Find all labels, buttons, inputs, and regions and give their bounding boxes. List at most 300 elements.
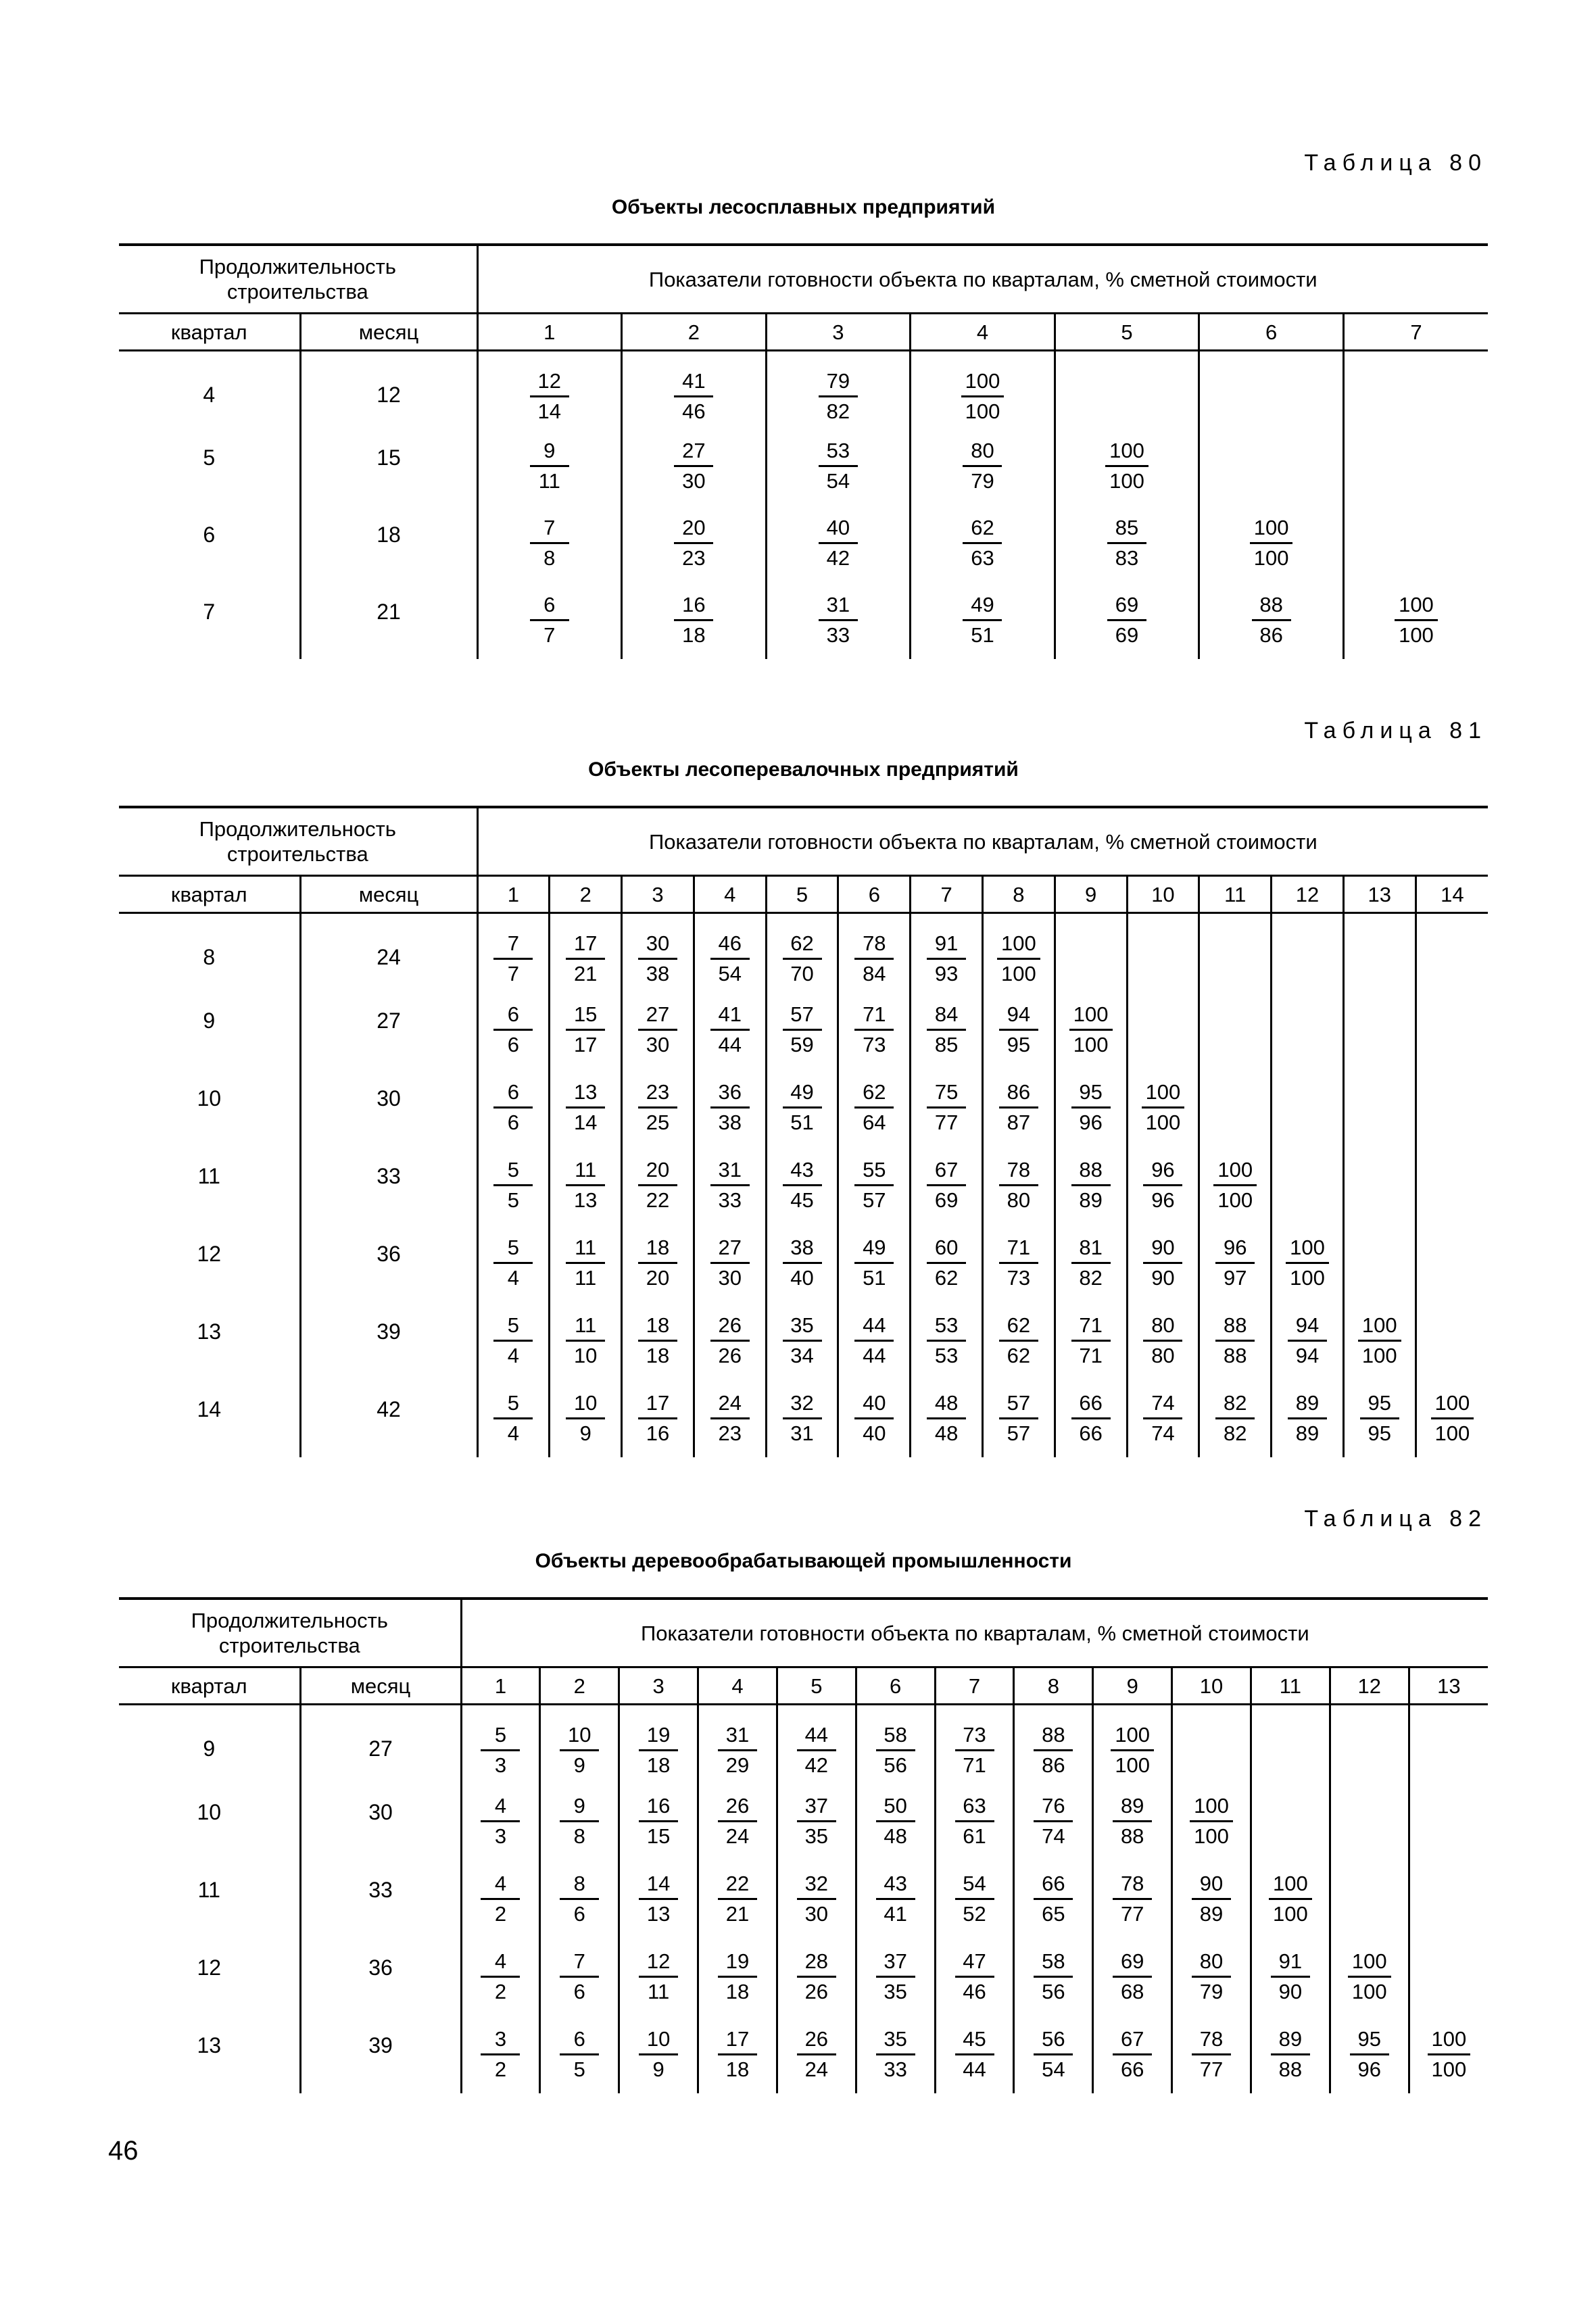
fraction-denominator: 70: [790, 962, 814, 986]
fraction: [999, 1000, 1038, 1059]
fraction-numerator: 4: [481, 1947, 520, 1978]
fraction-denominator: 74: [1042, 1824, 1065, 1848]
fraction-denominator: 51: [863, 1265, 886, 1290]
fraction-numerator: 41: [674, 367, 713, 397]
value-cell: [1416, 1302, 1488, 1380]
value-cell: [619, 1705, 698, 1782]
fraction-numerator: 20: [674, 514, 713, 544]
value-cell: [477, 1146, 550, 1224]
quarter-column-header: 6: [838, 876, 911, 913]
value-cell: [540, 1705, 619, 1782]
fraction-denominator: 51: [790, 1110, 814, 1134]
quarter-cell: 13: [197, 1319, 222, 1344]
fraction: [674, 437, 713, 495]
fraction-denominator: 69: [934, 1188, 959, 1212]
fraction: [955, 1792, 994, 1851]
fraction-denominator: 90: [1278, 1979, 1303, 2003]
month-cell: 21: [300, 582, 477, 659]
fraction: [1034, 1947, 1073, 2006]
fraction-numerator: 89: [1271, 2025, 1310, 2055]
fraction-denominator: 56: [884, 1753, 907, 1778]
value-cell: [777, 2016, 856, 2093]
fraction: [1358, 1311, 1401, 1370]
value-cell: [622, 582, 767, 659]
fraction: [999, 1078, 1038, 1137]
fraction-denominator: 2: [494, 2057, 507, 2081]
fraction-denominator: 29: [725, 1753, 750, 1778]
fraction-numerator: 4: [481, 1870, 520, 1900]
fraction-numerator: 35: [783, 1311, 822, 1342]
quarter-cell: 7: [203, 599, 216, 624]
fraction-numerator: 100: [1213, 1156, 1257, 1186]
table-row: [119, 505, 1488, 582]
fraction-numerator: 89: [1113, 1792, 1152, 1822]
fraction-numerator: 100: [1069, 1000, 1113, 1031]
fraction-numerator: 32: [783, 1389, 822, 1419]
value-cell: [622, 1224, 694, 1302]
fraction-numerator: 78: [1113, 1870, 1152, 1900]
value-cell: [766, 991, 838, 1069]
quarter-column-header: 10: [1172, 1667, 1251, 1705]
fraction: [710, 1389, 750, 1448]
fraction: [819, 591, 858, 650]
fraction-numerator: 56: [1034, 2025, 1073, 2055]
fraction-numerator: 44: [854, 1311, 894, 1342]
value-cell: [766, 913, 838, 991]
value-cell: [1409, 1860, 1488, 1938]
fraction-denominator: 85: [934, 1032, 959, 1056]
fraction-numerator: 5: [481, 1721, 520, 1751]
fraction: [927, 1311, 966, 1370]
value-cell: [1093, 2016, 1172, 2093]
value-cell: [694, 1302, 766, 1380]
fraction-numerator: 100: [1105, 437, 1148, 467]
fraction: [1431, 1389, 1474, 1448]
fraction-numerator: 94: [999, 1000, 1038, 1031]
fraction-numerator: 43: [783, 1156, 822, 1186]
fraction-denominator: 100: [1217, 1188, 1253, 1212]
value-cell: [1127, 991, 1199, 1069]
table-row: [119, 1146, 1488, 1224]
fraction: [560, 1721, 599, 1780]
fraction-numerator: 18: [638, 1311, 677, 1342]
fraction: [1269, 1870, 1312, 1928]
fraction-denominator: 4: [507, 1343, 520, 1367]
value-cell: [477, 1069, 550, 1146]
fraction-denominator: 88: [1223, 1343, 1247, 1367]
fraction-numerator: 49: [783, 1078, 822, 1108]
fraction-numerator: 49: [963, 591, 1002, 621]
value-cell: [1199, 582, 1344, 659]
fraction-denominator: 24: [725, 1824, 750, 1848]
fraction-denominator: 68: [1120, 1979, 1144, 2003]
value-cell: [935, 2016, 1014, 2093]
fraction-numerator: 40: [819, 514, 858, 544]
fraction-denominator: 88: [1278, 2057, 1303, 2081]
fraction-denominator: 71: [963, 1753, 986, 1778]
fraction-numerator: 48: [927, 1389, 966, 1419]
value-cell: [1330, 2016, 1409, 2093]
quarter-column-header: 1: [461, 1667, 540, 1705]
value-cell: [1343, 1302, 1416, 1380]
fraction-numerator: 37: [797, 1792, 836, 1822]
fraction: [639, 1947, 678, 2006]
fraction: [1143, 1311, 1182, 1370]
fraction-denominator: 18: [646, 1753, 671, 1778]
fraction: [783, 1311, 822, 1370]
fraction-numerator: 94: [1288, 1311, 1327, 1342]
value-cell: [694, 913, 766, 991]
fraction-denominator: 48: [884, 1824, 907, 1848]
fraction-denominator: 31: [790, 1421, 814, 1445]
fraction-denominator: 57: [1007, 1421, 1031, 1445]
fraction-numerator: 96: [1215, 1234, 1255, 1264]
value-cell: [1093, 1938, 1172, 2016]
fraction-denominator: 18: [725, 1979, 750, 2003]
fraction-denominator: 23: [718, 1421, 742, 1445]
fraction: [493, 1234, 533, 1292]
month-cell: 18: [300, 505, 477, 582]
value-cell: [1199, 1146, 1272, 1224]
fraction: [783, 1078, 822, 1137]
value-cell: [911, 582, 1055, 659]
fraction-denominator: 18: [725, 2057, 750, 2081]
fraction: [1143, 1389, 1182, 1448]
fraction: [955, 1721, 994, 1780]
fraction: [481, 2025, 520, 2084]
fraction-denominator: 10: [573, 1343, 598, 1367]
fraction-denominator: 56: [1042, 1979, 1065, 2003]
fraction-denominator: 57: [863, 1188, 886, 1212]
quarter-column-header: 1: [477, 876, 550, 913]
value-cell: [477, 351, 622, 428]
fraction: [560, 1870, 599, 1928]
fraction-numerator: 27: [710, 1234, 750, 1264]
fraction-denominator: 13: [573, 1188, 598, 1212]
fraction-denominator: 7: [507, 962, 520, 986]
fraction: [854, 1156, 894, 1215]
fraction-denominator: 100: [1115, 1753, 1151, 1778]
fraction: [1271, 2025, 1310, 2084]
fraction-denominator: 18: [682, 623, 706, 647]
fraction-numerator: 31: [819, 591, 858, 621]
value-cell: [1014, 1782, 1093, 1860]
value-cell: [1055, 991, 1127, 1069]
value-cell: [1272, 991, 1344, 1069]
fraction: [999, 1389, 1038, 1448]
fraction: [999, 1156, 1038, 1215]
fraction: [566, 1000, 605, 1059]
value-cell: [911, 428, 1055, 505]
value-cell: [698, 1860, 777, 1938]
fraction-numerator: 6: [530, 591, 569, 621]
quarter-column-header: 4: [698, 1667, 777, 1705]
fraction-denominator: 8: [543, 546, 556, 570]
fraction-numerator: 69: [1113, 1947, 1152, 1978]
fraction-numerator: 3: [481, 2025, 520, 2055]
fraction-numerator: 44: [797, 1721, 836, 1751]
fraction-numerator: 26: [797, 2025, 836, 2055]
value-cell: [982, 1224, 1055, 1302]
value-cell: [838, 1302, 911, 1380]
fraction: [481, 1947, 520, 2006]
fraction-numerator: 100: [1190, 1792, 1233, 1822]
fraction: [783, 1234, 822, 1292]
value-cell: [766, 505, 911, 582]
fraction-denominator: 89: [1079, 1188, 1103, 1212]
fraction-numerator: 12: [530, 367, 569, 397]
fraction-numerator: 17: [638, 1389, 677, 1419]
fraction-numerator: 88: [1252, 591, 1291, 621]
fraction: [1213, 1156, 1257, 1215]
fraction-numerator: 62: [963, 514, 1002, 544]
fraction-denominator: 42: [826, 546, 850, 570]
fraction-denominator: 100: [1073, 1032, 1109, 1056]
fraction-denominator: 34: [790, 1343, 814, 1367]
value-cell: [838, 991, 911, 1069]
value-cell: [622, 351, 767, 428]
fraction-numerator: 80: [1192, 1947, 1231, 1978]
fraction-numerator: 100: [1431, 1389, 1474, 1419]
value-cell: [540, 1782, 619, 1860]
fraction-numerator: 9: [530, 437, 569, 467]
fraction-denominator: 89: [1295, 1421, 1320, 1445]
fraction-denominator: 69: [1115, 623, 1139, 647]
fraction-numerator: 74: [1143, 1389, 1182, 1419]
fraction: [797, 1870, 836, 1928]
fraction: [1107, 514, 1146, 572]
value-cell: [982, 1146, 1055, 1224]
fraction: [819, 367, 858, 426]
fraction-numerator: 35: [876, 2025, 915, 2055]
fraction: [997, 929, 1040, 988]
value-cell: [1343, 428, 1488, 505]
fraction: [493, 929, 533, 988]
fraction: [854, 1000, 894, 1059]
fraction: [493, 1000, 533, 1059]
fraction-denominator: 25: [646, 1110, 670, 1134]
fraction: [1288, 1311, 1327, 1370]
fraction-denominator: 97: [1223, 1265, 1247, 1290]
fraction-denominator: 90: [1151, 1265, 1175, 1290]
quarter-column-header: 11: [1251, 1667, 1330, 1705]
fraction: [481, 1792, 520, 1851]
fraction-numerator: 40: [854, 1389, 894, 1419]
fraction-denominator: 35: [804, 1824, 829, 1848]
fraction-denominator: 77: [1199, 2057, 1224, 2081]
fraction-numerator: 24: [710, 1389, 750, 1419]
fraction-denominator: 96: [1151, 1188, 1175, 1212]
fraction-denominator: 9: [573, 1753, 585, 1778]
header-row: [119, 807, 1488, 876]
fraction-numerator: 89: [1288, 1389, 1327, 1419]
value-cell: [935, 1782, 1014, 1860]
fraction-numerator: 53: [927, 1311, 966, 1342]
fraction: [638, 1156, 677, 1215]
table-title: Объекты деревообрабатывающей промышленности: [535, 1550, 1072, 1572]
fraction-numerator: 20: [638, 1156, 677, 1186]
fraction: [1143, 1234, 1182, 1292]
value-cell: [619, 1860, 698, 1938]
table-row: [119, 1302, 1488, 1380]
fraction: [1271, 1947, 1310, 2006]
fraction: [560, 1792, 599, 1851]
fraction: [955, 1947, 994, 2006]
fraction-numerator: 36: [710, 1078, 750, 1108]
fraction-numerator: 78: [854, 929, 894, 960]
fraction-numerator: 28: [797, 1947, 836, 1978]
value-cell: [1172, 1705, 1251, 1782]
fraction: [1215, 1389, 1255, 1448]
fraction-numerator: 14: [639, 1870, 678, 1900]
fraction-numerator: 10: [639, 2025, 678, 2055]
quarter-column-header: 9: [1055, 876, 1127, 913]
fraction: [1105, 437, 1148, 495]
value-cell: [935, 1705, 1014, 1782]
fraction-denominator: 8: [573, 1824, 585, 1848]
fraction-numerator: 80: [963, 437, 1002, 467]
fraction-denominator: 79: [1199, 1979, 1224, 2003]
fraction-numerator: 57: [783, 1000, 822, 1031]
table-row: [119, 1938, 1488, 2016]
value-cell: [1416, 1380, 1488, 1457]
fraction-denominator: 62: [934, 1265, 959, 1290]
value-cell: [838, 1146, 911, 1224]
fraction: [961, 367, 1005, 426]
fraction: [530, 591, 569, 650]
quarter-cell: 9: [203, 1008, 216, 1033]
fraction: [1215, 1234, 1255, 1292]
fraction: [674, 367, 713, 426]
fraction-numerator: 95: [1350, 2025, 1389, 2055]
fraction-numerator: 19: [639, 1721, 678, 1751]
fraction-numerator: 9: [560, 1792, 599, 1822]
fraction-denominator: 73: [863, 1032, 886, 1056]
value-cell: [777, 1705, 856, 1782]
quarter-column-header: 8: [1014, 1667, 1093, 1705]
duration-header: Продолжительность строительства: [119, 245, 477, 314]
fraction-numerator: 62: [854, 1078, 894, 1108]
fraction: [1360, 1389, 1399, 1448]
quarter-header: квартал: [119, 1667, 300, 1705]
fraction-numerator: 90: [1192, 1870, 1231, 1900]
value-cell: [982, 991, 1055, 1069]
fraction: [876, 2025, 915, 2084]
table-row: [119, 582, 1488, 659]
fraction: [1071, 1311, 1111, 1370]
fraction-denominator: 96: [1079, 1110, 1103, 1134]
value-cell: [1343, 1224, 1416, 1302]
fraction-denominator: 3: [494, 1824, 507, 1848]
fraction-numerator: 55: [854, 1156, 894, 1186]
fraction: [927, 1156, 966, 1215]
fraction-denominator: 24: [804, 2057, 829, 2081]
fraction-denominator: 93: [934, 962, 959, 986]
fraction-denominator: 42: [804, 1753, 829, 1778]
fraction-denominator: 100: [1351, 1979, 1387, 2003]
value-cell: [1127, 913, 1199, 991]
fraction-numerator: 32: [797, 1870, 836, 1900]
quarter-column-header: 11: [1199, 876, 1272, 913]
fraction-denominator: 84: [863, 962, 886, 986]
table-row: [119, 1705, 1488, 1782]
fraction-denominator: 4: [507, 1265, 520, 1290]
quarter-header: квартал: [119, 314, 300, 351]
value-cell: [1127, 1302, 1199, 1380]
quarter-cell: 11: [197, 1163, 220, 1188]
fraction-numerator: 27: [638, 1000, 677, 1031]
fraction-numerator: 5: [493, 1156, 533, 1186]
fraction: [927, 929, 966, 988]
fraction: [639, 2025, 678, 2084]
fraction-denominator: 94: [1295, 1343, 1320, 1367]
fraction: [1350, 2025, 1389, 2084]
value-cell: [766, 1224, 838, 1302]
fraction-denominator: 30: [682, 469, 706, 493]
fraction: [638, 929, 677, 988]
fraction: [530, 437, 569, 495]
value-cell: [540, 1860, 619, 1938]
fraction: [674, 514, 713, 572]
value-cell: [1343, 582, 1488, 659]
fraction-denominator: 48: [934, 1421, 959, 1445]
fraction-numerator: 5: [493, 1234, 533, 1264]
table-row: [119, 428, 1488, 505]
fraction-denominator: 53: [934, 1343, 959, 1367]
fraction-numerator: 6: [560, 2025, 599, 2055]
fraction-denominator: 77: [934, 1110, 959, 1134]
quarter-cell: 12: [197, 1955, 222, 1980]
value-cell: [856, 1860, 935, 1938]
value-cell: [1199, 1224, 1272, 1302]
fraction: [797, 1721, 836, 1780]
value-cell: [911, 913, 983, 991]
fraction: [710, 1156, 750, 1215]
value-cell: [1055, 428, 1199, 505]
quarter-column-header: 6: [1199, 314, 1344, 351]
value-cell: [622, 428, 767, 505]
value-cell: [1272, 1302, 1344, 1380]
fraction: [854, 1389, 894, 1448]
fraction: [1113, 2025, 1152, 2084]
quarter-cell: 8: [203, 945, 216, 969]
value-cell: [550, 1224, 622, 1302]
fraction-denominator: 100: [965, 399, 1000, 423]
duration-header: Продолжительность строительства: [119, 807, 477, 876]
value-cell: [1199, 1302, 1272, 1380]
value-cell: [777, 1860, 856, 1938]
value-cell: [622, 1380, 694, 1457]
fraction: [638, 1389, 677, 1448]
quarter-cell: 6: [203, 522, 216, 547]
fraction-numerator: 54: [955, 1870, 994, 1900]
fraction-numerator: 46: [710, 929, 750, 960]
fraction-numerator: 27: [674, 437, 713, 467]
value-cell: [1343, 913, 1416, 991]
fraction-denominator: 5: [573, 2057, 585, 2081]
fraction: [854, 1311, 894, 1370]
value-cell: [911, 1224, 983, 1302]
fraction: [927, 1000, 966, 1059]
fraction-numerator: 17: [718, 2025, 757, 2055]
fraction: [1034, 2025, 1073, 2084]
quarter-cell: 10: [197, 1799, 222, 1824]
fraction-denominator: 2: [494, 1979, 507, 2003]
fraction-denominator: 17: [573, 1032, 598, 1056]
fraction-numerator: 75: [927, 1078, 966, 1108]
fraction-numerator: 78: [999, 1156, 1038, 1186]
value-cell: [477, 582, 622, 659]
